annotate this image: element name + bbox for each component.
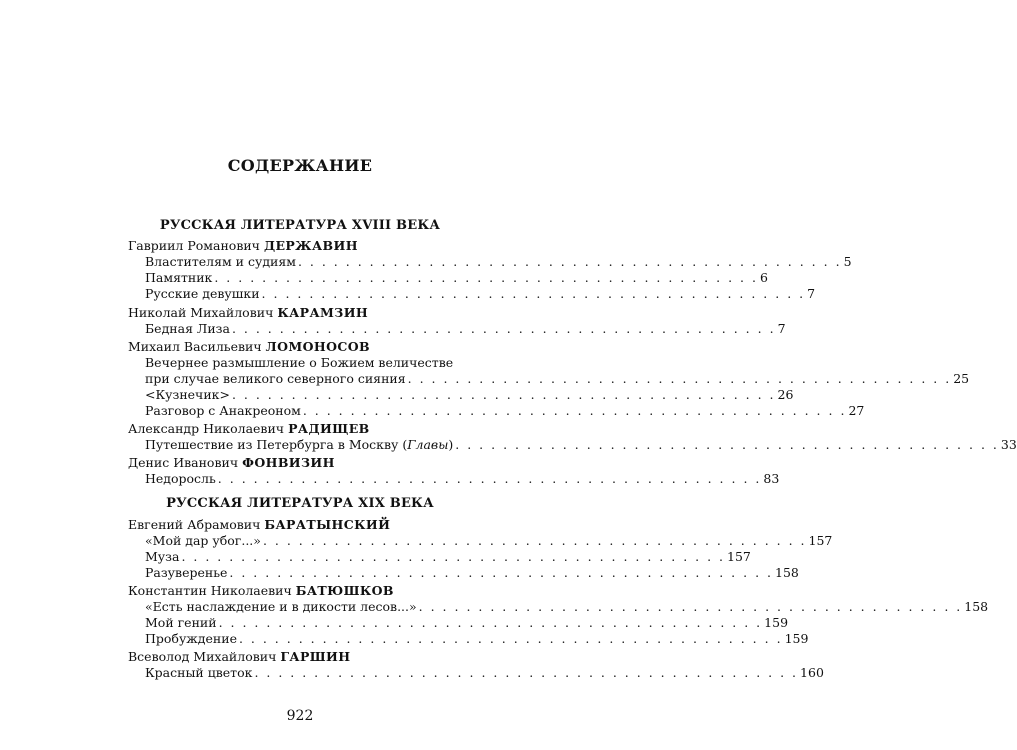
leader-dots: . . . . . . . . . . . . . . . . . . . . . . . . . . . . . . . . . . . . . . . . . . . . . . (262, 533, 807, 548)
leader-dots: . . . . . . . . . . . . . . . . . . . . . . . . . . . . . . . . . . . . . . . . . . . . . . (261, 286, 806, 301)
entry-title: Разуверенье (145, 565, 228, 580)
page-title: СОДЕРЖАНИЕ (227, 156, 373, 175)
entry-title: Памятник (145, 270, 213, 285)
entry-page: 27 (848, 403, 865, 418)
entry-title-italic: Главы (407, 437, 449, 452)
entry-title (145, 436, 453, 453)
author-surname: БАРАТЫНСКИЙ (264, 517, 391, 532)
entry-page: 159 (784, 631, 809, 646)
author-heading (128, 420, 370, 437)
toc-entry[interactable] (145, 285, 816, 302)
toc-entry[interactable] (145, 630, 809, 647)
author-heading (128, 454, 335, 471)
author-heading (128, 304, 368, 321)
leader-dots: . . . . . . . . . . . . . . . . . . . . . . . . . . . . . . . . . . . . . . . . . . . . . . (297, 254, 842, 269)
entry-page: 157 (808, 533, 833, 548)
entry-title: при случае великого северного сияния (145, 371, 406, 386)
author-given-name: Михаил Васильевич (128, 339, 262, 354)
author-surname: ЛОМОНОСОВ (265, 339, 370, 354)
toc-entry[interactable] (145, 402, 865, 419)
author-heading (128, 582, 394, 599)
toc-entry[interactable] (145, 386, 794, 403)
toc-entry[interactable] (145, 470, 780, 487)
entry-title-end: ) (448, 437, 454, 452)
leader-dots: . . . . . . . . . . . . . . . . . . . . . . . . . . . . . . . . . . . . . . . . . . . . . . (418, 599, 963, 614)
leader-dots: . . . . . . . . . . . . . . . . . . . . . . . . . . . . . . . . . . . . . . . . . . . . . . (181, 549, 726, 564)
leader-dots: . . . . . . . . . . . . . . . . . . . . . . . . . . . . . . . . . . . . . . . . . . . . . . (229, 565, 773, 580)
entry-page: 158 (775, 565, 799, 580)
author-surname: РАДИЩЕВ (288, 421, 370, 436)
entry-title: Русские девушки (145, 286, 260, 301)
entry-title: Мой гений (145, 615, 217, 630)
entry-title: «Есть наслаждение и в дикости лесов...» (145, 599, 417, 614)
entry-title-line1: Вечернее размышление о Божием величестве (145, 355, 454, 370)
author-given-name: Евгений Абрамович (128, 517, 261, 532)
entry-title: Муза (145, 549, 180, 564)
author-given-name: Всеволод Михайлович (128, 649, 277, 664)
entry-page: 159 (764, 615, 789, 630)
leader-dots: . . . . . . . . . . . . . . . . . . . . . . . . . . . . . . . . . . . . . . . . . . . . . . (302, 403, 847, 418)
entry-page: 7 (807, 286, 816, 301)
entry-title: Властителям и судиям (145, 254, 296, 269)
entry-title: Пробуждение (145, 631, 237, 646)
toc-entry[interactable] (145, 320, 786, 337)
leader-dots: . . . . . . . . . . . . . . . . . . . . . . . . . . . . . . . . . . . . . . . . . . . . . . (407, 371, 952, 386)
toc-entry[interactable] (145, 548, 751, 565)
entry-title: Бедная Лиза (145, 321, 230, 336)
leader-dots: . . . . . . . . . . . . . . . . . . . . . . . . . . . . . . . . . . . . . . . . . . . . . . (214, 270, 758, 285)
toc-entry[interactable] (145, 269, 768, 286)
entry-page: 157 (727, 549, 751, 564)
author-surname: ДЕРЖАВИН (263, 238, 358, 253)
section-title-xix: РУССКАЯ ЛИТЕРАТУРА XIX ВЕКА (166, 496, 434, 511)
leader-dots: . . . . . . . . . . . . . . . . . . . . . . . . . . . . . . . . . . . . . . . . . . . . . . (238, 631, 783, 646)
author-surname: ГАРШИН (280, 649, 351, 664)
entry-page: 33 (1000, 437, 1017, 452)
author-given-name: Николай Михайлович (128, 305, 274, 320)
page-number: 922 (286, 708, 314, 724)
entry-page: 5 (843, 254, 852, 269)
entry-page: 83 (763, 471, 780, 486)
section-title-xviii: РУССКАЯ ЛИТЕРАТУРА XVIII ВЕКА (159, 218, 441, 233)
entry-title-main: Путешествие из Петербурга в Москву ( (145, 437, 408, 452)
author-given-name: Александр Николаевич (128, 421, 285, 436)
leader-dots: . . . . . . . . . . . . . . . . . . . . . . . . . . . . . . . . . . . . . . . . . . . . . . (254, 665, 799, 680)
toc-entry[interactable] (145, 370, 970, 387)
author-given-name: Гавриил Романович (128, 238, 260, 253)
toc-entry[interactable] (145, 598, 989, 615)
author-heading (128, 648, 350, 665)
entry-title: Разговор с Анакреоном (145, 403, 301, 418)
leader-dots: . . . . . . . . . . . . . . . . . . . . . . . . . . . . . . . . . . . . . . . . . . . . . . (217, 471, 762, 486)
entry-page: 160 (800, 665, 824, 680)
entry-page: 6 (759, 270, 768, 285)
toc-entry[interactable] (145, 253, 852, 270)
toc-entry[interactable] (145, 664, 824, 681)
author-given-name: Константин Николаевич (128, 583, 292, 598)
entry-title: Красный цветок (145, 665, 253, 680)
toc-entry[interactable] (145, 532, 833, 549)
entry-page: 7 (777, 321, 786, 336)
entry-title: <Кузнечик> (145, 387, 230, 402)
toc-entry[interactable] (145, 614, 789, 631)
toc-entry[interactable] (145, 436, 1017, 453)
entry-page: 26 (777, 387, 794, 402)
author-surname: БАТЮШКОВ (295, 583, 394, 598)
author-surname: КАРАМЗИН (277, 305, 369, 320)
author-heading (128, 338, 370, 355)
toc-entry[interactable] (145, 564, 799, 581)
author-surname: ФОНВИЗИН (242, 455, 335, 470)
leader-dots: . . . . . . . . . . . . . . . . . . . . . . . . . . . . . . . . . . . . . . . . . . . . . . (455, 437, 999, 452)
leader-dots: . . . . . . . . . . . . . . . . . . . . . . . . . . . . . . . . . . . . . . . . . . . . . . (231, 387, 776, 402)
leader-dots: . . . . . . . . . . . . . . . . . . . . . . . . . . . . . . . . . . . . . . . . . . . . . . (231, 321, 776, 336)
author-heading (128, 237, 358, 254)
author-heading (128, 516, 390, 533)
entry-title: Недоросль (145, 471, 216, 486)
leader-dots: . . . . . . . . . . . . . . . . . . . . . . . . . . . . . . . . . . . . . . . . . . . . . . (218, 615, 763, 630)
entry-page: 158 (964, 599, 989, 614)
author-given-name: Денис Иванович (128, 455, 239, 470)
entry-title: «Мой дар убог...» (145, 533, 261, 548)
entry-page: 25 (953, 371, 970, 386)
